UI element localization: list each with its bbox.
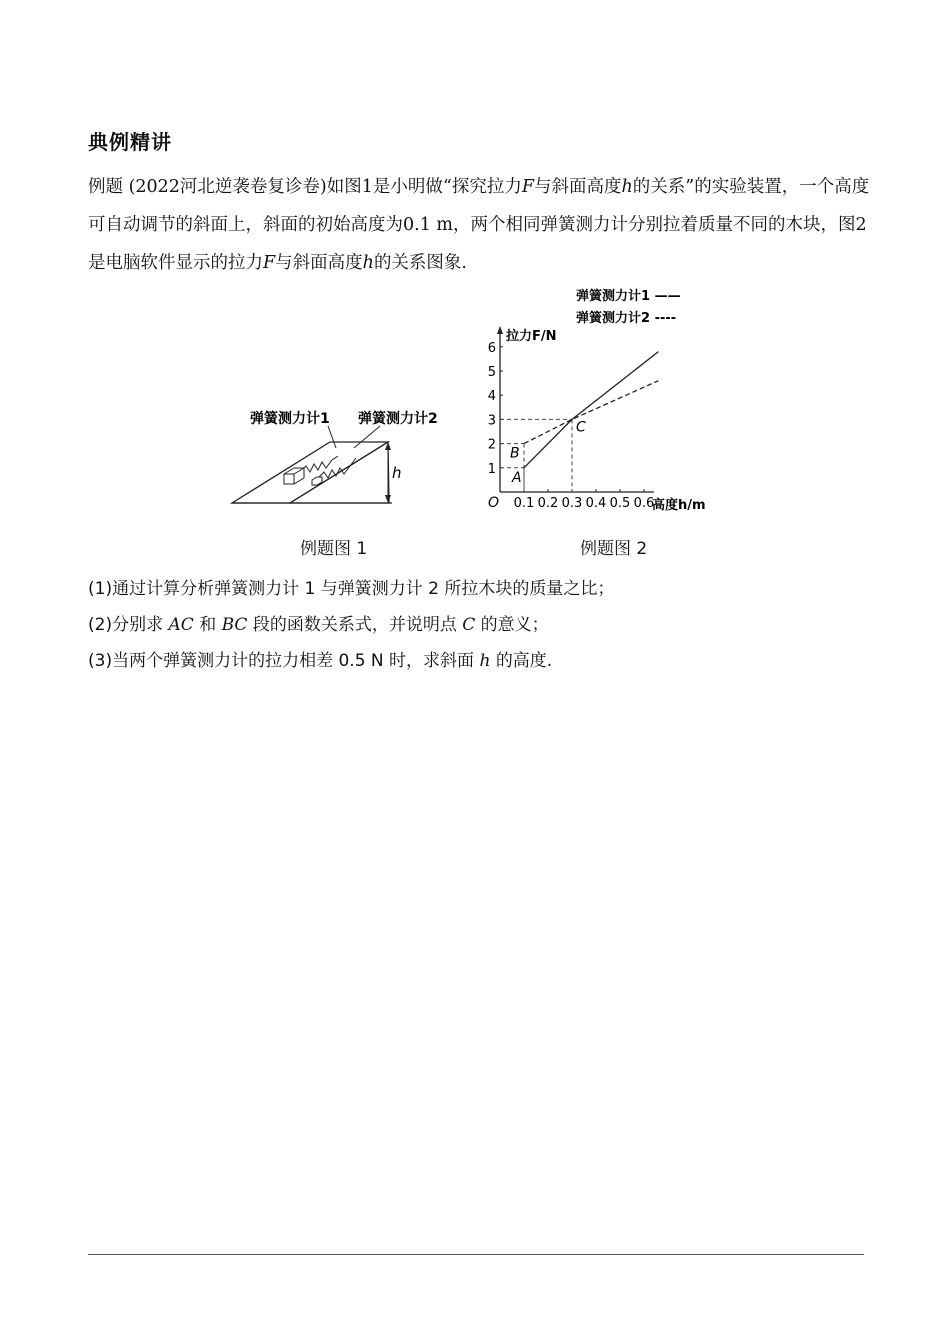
figure-2-chart: [480, 284, 730, 518]
x-tick-label: 0.1: [513, 496, 535, 511]
legend-entry: 弹簧测力计2 ----: [576, 311, 677, 326]
spring-2: [318, 458, 356, 478]
x-axis-label: 高度h/m: [652, 498, 706, 513]
y-tick-label: 4: [487, 389, 496, 405]
y-axis-label: 拉力F/N: [506, 329, 557, 344]
point-label-b: B: [510, 445, 520, 462]
series-line-s1: [524, 352, 658, 468]
x-tick-label: 0.6: [633, 496, 655, 511]
footer-rule: [88, 1254, 864, 1255]
origin-label: O: [488, 495, 500, 511]
label-h: h: [392, 464, 402, 482]
incline-surface-2: [290, 442, 389, 503]
x-tick-label: 0.2: [537, 496, 559, 511]
point-label-a: A: [512, 469, 522, 486]
x-tick-label: 0.3: [561, 496, 583, 511]
y-tick-label: 6: [487, 340, 496, 356]
section-heading: 典例精讲: [88, 130, 172, 154]
y-tick-label: 2: [487, 437, 496, 453]
figure-1-apparatus: [228, 400, 468, 512]
x-tick-label: 0.5: [609, 496, 631, 511]
x-tick-label: 0.4: [585, 496, 607, 511]
label-spring-2: 弹簧测力计2: [358, 411, 438, 427]
legend-entry: 弹簧测力计1 ——: [576, 289, 681, 304]
figure-1-caption: 例题图 1: [300, 539, 368, 559]
y-tick-label: 5: [487, 365, 496, 380]
y-axis-arrow: [497, 326, 503, 334]
question-3: (3)当两个弹簧测力计的拉力相差 0.5 N 时，求斜面 h 的高度.: [88, 651, 553, 671]
figure-2-caption: 例题图 2: [580, 539, 648, 559]
problem-statement: 例题 (2022河北逆袭卷复诊卷)如图1是小明做“探究拉力F与斜面高度h的关系”的实验装置，一个高度可自动调节的斜面上，斜面的初始高度为0.1 m，两个相同弹簧测力计分别拉着质量不同的木块，图2是电脑软件显示的拉力F与斜面高度h的关系图象.: [88, 177, 870, 273]
question-1: (1)通过计算分析弹簧测力计 1 与弹簧测力计 2 所拉木块的质量之比；: [88, 579, 615, 599]
point-label-c: C: [576, 419, 586, 436]
label-spring-1: 弹簧测力计1: [250, 411, 330, 427]
series-line-s2: [524, 381, 658, 444]
question-2: (2)分别求 AC 和 BC 段的函数关系式，并说明点 C 的意义；: [88, 615, 549, 635]
y-tick-label: 1: [487, 461, 496, 477]
y-tick-label: 3: [487, 413, 496, 429]
